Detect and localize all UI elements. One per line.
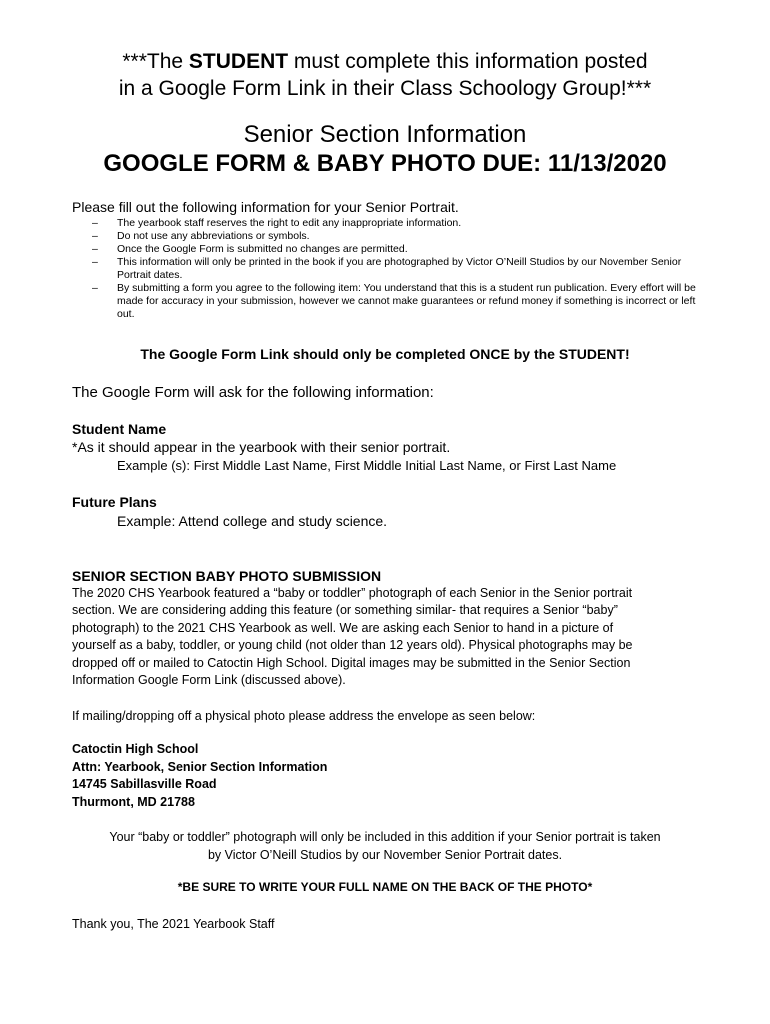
dash-marker: – [92,282,98,294]
student-name-note: *As it should appear in the yearbook with their senior portrait. [72,439,451,455]
write-name-notice: *BE SURE TO WRITE YOUR FULL NAME ON THE BACK OF THE PHOTO* [177,880,593,894]
paragraph-line: The 2020 CHS Yearbook featured a “baby or toddler” photograph of each Senior in the Senior portrait [72,586,633,600]
due-date-heading: GOOGLE FORM & BABY PHOTO DUE: 11/13/2020 [103,150,667,177]
signoff-text: Thank you, The 2021 Yearbook Staff [72,917,275,931]
future-plans-heading: Future Plans [72,494,157,510]
address-line: Thurmont, MD 21788 [72,794,195,809]
rule-item: – Do not use any abbreviations or symbols. [92,230,310,242]
student-name-heading: Student Name [72,421,167,437]
notice-line-2: in a Google Form Link in their Class Schoology Group!*** [118,77,652,100]
rule-item: – The yearbook staff reserves the right to edit any inappropriate information. [92,217,462,229]
notice-line-1: ***The STUDENT must complete this information posted [122,50,648,73]
baby-photo-paragraph [72,585,702,689]
rules-list [92,217,702,321]
rule-item: – This information will only be printed in the book if you are photographed by Victor O’Neill Studios by our November Senior Portrait dates. [92,256,682,281]
address-line: Catoctin High School [72,742,199,756]
paragraph-line: section. We are considering adding this feature (or something similar- that requires a Senior “baby” [72,603,618,618]
mailing-instructions: If mailing/dropping off a physical photo please address the envelope as seen below: [72,709,536,723]
form-ask-text: The Google Form will ask for the following information: [72,384,434,401]
student-notice [40,48,730,102]
dash-marker: – [92,217,98,229]
once-notice: The Google Form Link should only be completed ONCE by the STUDENT! [140,346,630,362]
future-plans-example: Example: Attend college and study science. [117,513,388,529]
dash-marker: – [92,256,98,268]
note-line: Your “baby or toddler” photograph will only be included in this addition if your Senior portrait is taken [109,830,661,844]
portrait-requirement-note [40,828,730,864]
rule-item: – Once the Google Form is submitted no changes are permitted. [92,243,408,255]
mailing-address [72,741,327,811]
page-title: Senior Section Information [243,121,527,148]
intro-text: Please fill out the following information for your Senior Portrait. [72,199,459,215]
paragraph-line: dropped off or mailed to Catoctin High School. Digital images may be submitted in the Senior Section [72,655,631,670]
address-line: 14745 Sabillasville Road [72,777,217,792]
paragraph-line: photograph) to the 2021 CHS Yearbook as well. We are asking each Senior to hand in a picture of [72,620,614,635]
paragraph-line: yourself as a baby, toddler, or young child (not older than 12 years old). Physical photographs may be [72,638,633,653]
paragraph-line: Information Google Form Link (discussed above). [72,673,346,688]
dash-marker: – [92,243,98,255]
dash-marker: – [92,230,98,242]
address-line: Attn: Yearbook, Senior Section Information [72,759,328,774]
notice-student-emphasis: STUDENT [188,50,289,73]
rule-item: – By submitting a form you agree to the following item: You understand that this is a student run publication. Every effort will be made for accuracy in your submission, however we cannot make guarantees or refund money if something is incorrect or left out. [92,282,696,320]
baby-photo-heading: SENIOR SECTION BABY PHOTO SUBMISSION [72,568,382,584]
note-line: by Victor O’Neill Studios by our November Senior Portrait dates. [207,848,563,862]
student-name-example: Example (s): First Middle Last Name, First Middle Initial Last Name, or First Last Name [117,458,617,473]
